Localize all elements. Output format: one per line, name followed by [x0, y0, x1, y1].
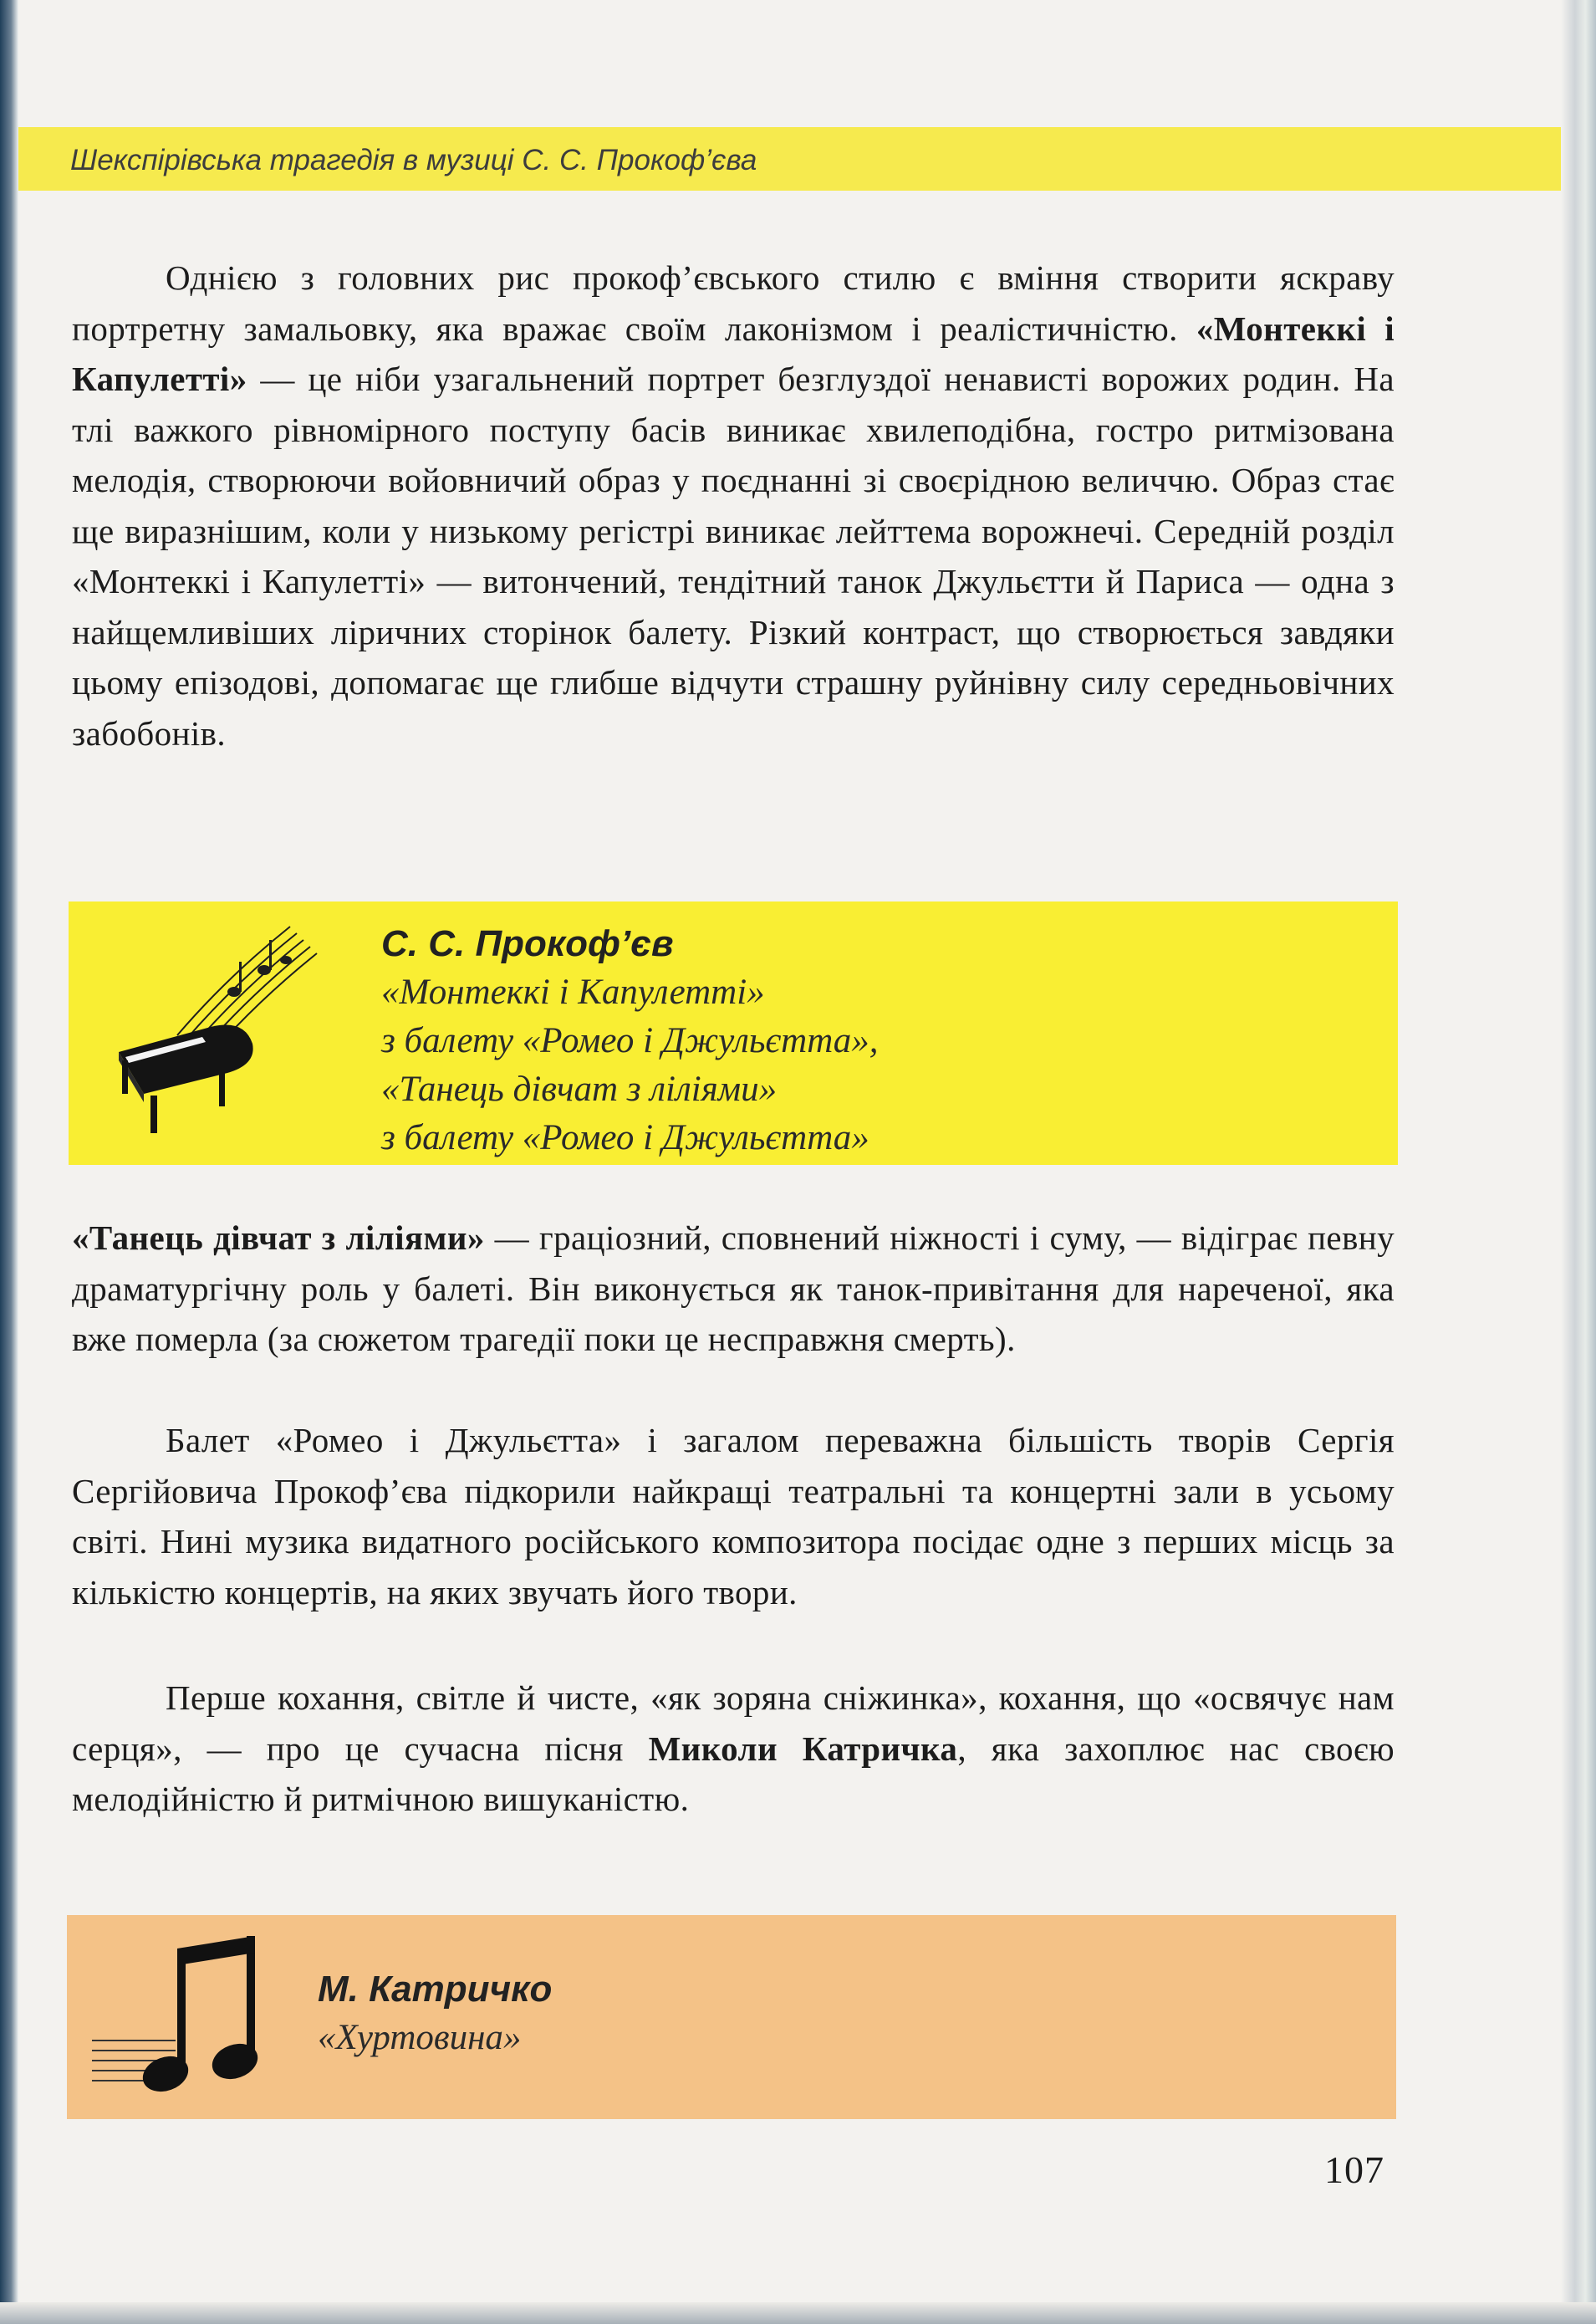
work-title: «Хуртовина»: [318, 2018, 522, 2057]
paragraph-text: — це ніби узагальнений портрет безглуздої ненависті ворожих родин. На тлі важкого рівномірного поступу басів виникає хвилеподібна, гостро ритмізована мелодія, створюючи войовничий образ у поєднанні зі своєрідною величчю. Образ стає ще виразнішим, коли у низькому регістрі виникає лейттема ворожнечі. Середній розділ «Монтеккі і Капулетті» — витончений, тендітний танок Джульєтти й Париса — одна з найщемливіших ліричних сторінок балету. Різкий контраст, що створюється завдяки цьому епізодові, допомагає ще глибше відчути страшну руйнівну силу середньовічних забобонів.: [72, 360, 1395, 753]
work-source: з балету «Ромео і Джульєтта»: [381, 1118, 869, 1157]
section-title: Шекспірівська трагедія в музиці С. С. Прокоф’єва: [70, 144, 757, 176]
work-title: «Танець дівчат з ліліями»: [381, 1070, 778, 1109]
listening-box-prokofiev: [69, 902, 1398, 1165]
page-left-edge: [0, 0, 18, 2324]
work-title: «Монтеккі і Капулетті»: [381, 973, 765, 1012]
paragraph-katrychko-song: [72, 1673, 1395, 1825]
section-header-band: [18, 127, 1561, 191]
page-right-edge: [1561, 0, 1596, 2324]
listening-box-katrychko: [67, 1915, 1396, 2119]
paragraph-text: Балет «Ромео і Джульєтта» і загалом переважна більшість творів Сергія Сергійовича Прокоф’єва підкорили найкращі театральні та концертні зали в усьому світі. Нині музика видатного російського композитора посідає одне з перших місць за кількістю концертів, на яких звучать його твори.: [72, 1421, 1395, 1611]
page-bottom-edge: [0, 2302, 1596, 2324]
paragraph-text: Однією з головних рис прокоф’євського стилю є вміння створити яскраву портретну замальовку, яка вражає своїм лаконізмом і реалістичністю.: [72, 258, 1395, 348]
paragraph-ballet-success: [72, 1415, 1395, 1617]
music-note-icon: [75, 1915, 309, 2116]
work-source: з балету «Ромео і Джульєтта»,: [381, 1021, 879, 1060]
listening-list-prokofiev: [381, 920, 879, 1162]
piano-music-icon: [85, 902, 336, 1152]
paragraph-bold-title: «Танець дівчат з ліліями»: [72, 1218, 485, 1257]
composer-name: М. Катричко: [318, 1969, 553, 2010]
composer-name: С. С. Прокоф’єв: [381, 923, 674, 964]
listening-list-katrychko: [318, 1965, 552, 2062]
paragraph-text: , яка захоплює нас своєю мелодійністю й ритмічною вишуканістю.: [72, 1729, 1395, 1818]
paragraph-lily-dance: [72, 1213, 1395, 1365]
paragraph-text: Перше кохання, світле й чисте, «як зоряна сніжинка», кохання, що «освячує нам серця», — про це сучасна пісня: [72, 1678, 1395, 1768]
page-number: 107: [1324, 2148, 1384, 2191]
paragraph-text: — граціозний, сповнений ніжності і суму, — відіграє певну драматургічну роль у балеті. Він виконується як танок-привітання для нареченої, яка вже померла (за сюжетом трагедії поки це несправжня смерть).: [72, 1218, 1395, 1358]
paragraph-bold-title: «Монтеккі і Капулетті»: [72, 309, 1395, 398]
paragraph-prokofiev-style: [72, 253, 1395, 758]
paragraph-bold-name: Миколи Катричка: [648, 1729, 958, 1768]
